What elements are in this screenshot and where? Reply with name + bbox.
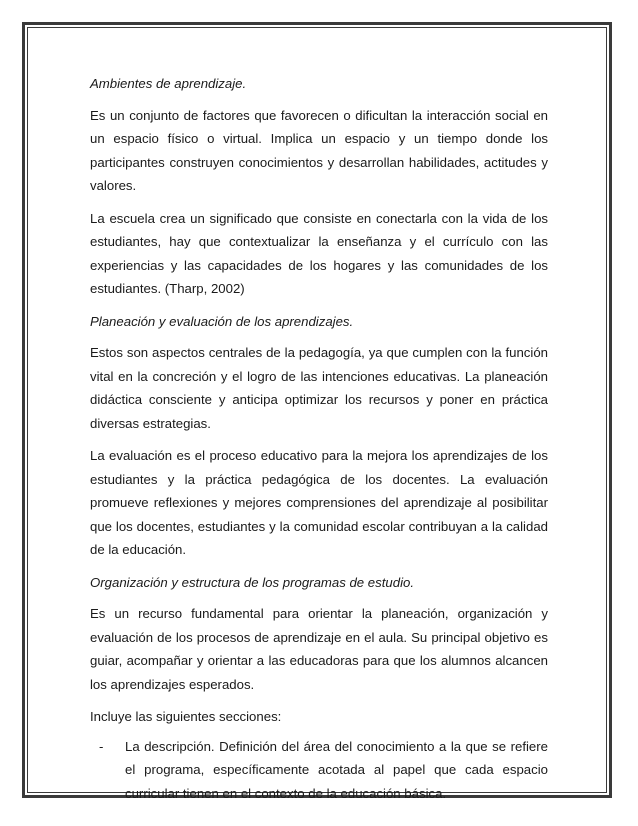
paragraph-ambientes-definicion: Es un conjunto de factores que favorecen o dificultan la interacción social en un espacio físico o virtual. Implica un espacio y un tiempo donde los participantes construyen conocimientos y desarrollan habilidades, actitudes y valores. <box>90 107 548 193</box>
section-heading-ambientes: Ambientes de aprendizaje. <box>90 76 247 91</box>
paragraph-planeacion-aspectos: Estos son aspectos centrales de la pedagogía, ya que cumplen con la función vital en la concreción y el logro de las intenciones educativas. La planeación didáctica consciente y anticipa optimizar los recursos y poner en práctica diversas estrategias. <box>90 345 548 431</box>
list-item <box>90 735 548 806</box>
paragraph-organizacion-recurso: Es un recurso fundamental para orientar la planeación, organización y evaluación de los procesos de aprendizaje en el aula. Su principal objetivo es guiar, acompañar y orientar a las educadoras para que los alumnos alcancen los aprendizajes esperados. <box>90 606 548 692</box>
paragraph-ambientes-escuela: La escuela crea un significado que consiste en conectarla con la vida de los estudiantes, hay que contextualizar la enseñanza y el currículo con las experiencias y las capacidades de los hogares y las comunidades de los estudiantes. (Tharp, 2002) <box>90 210 548 296</box>
section-heading-organizacion: Organización y estructura de los programas de estudio. <box>90 574 414 590</box>
list-dash: - <box>99 738 104 754</box>
paragraph-incluye: Incluye las siguientes secciones: <box>90 709 282 724</box>
list-item-descripcion: La descripción. Definición del área del conocimiento a la que se refiere el programa, específicamente acotada al papel que cada espacio curricular tienen en el contexto de la educación básica. <box>125 738 548 801</box>
paragraph-evaluacion: La evaluación es el proceso educativo para la mejora los aprendizajes de los estudiantes y la práctica pedagógica de los docentes. La evaluación promueve reflexiones y mejores comprensiones del aprendizaje al posibilitar que los docentes, estudiantes y la comunidad escolar contribuyan a la calidad de la educación. <box>90 448 548 557</box>
section-heading-planeacion: Planeación y evaluación de los aprendizajes. <box>90 313 354 329</box>
document-body <box>90 72 548 805</box>
sections-list <box>90 735 548 806</box>
